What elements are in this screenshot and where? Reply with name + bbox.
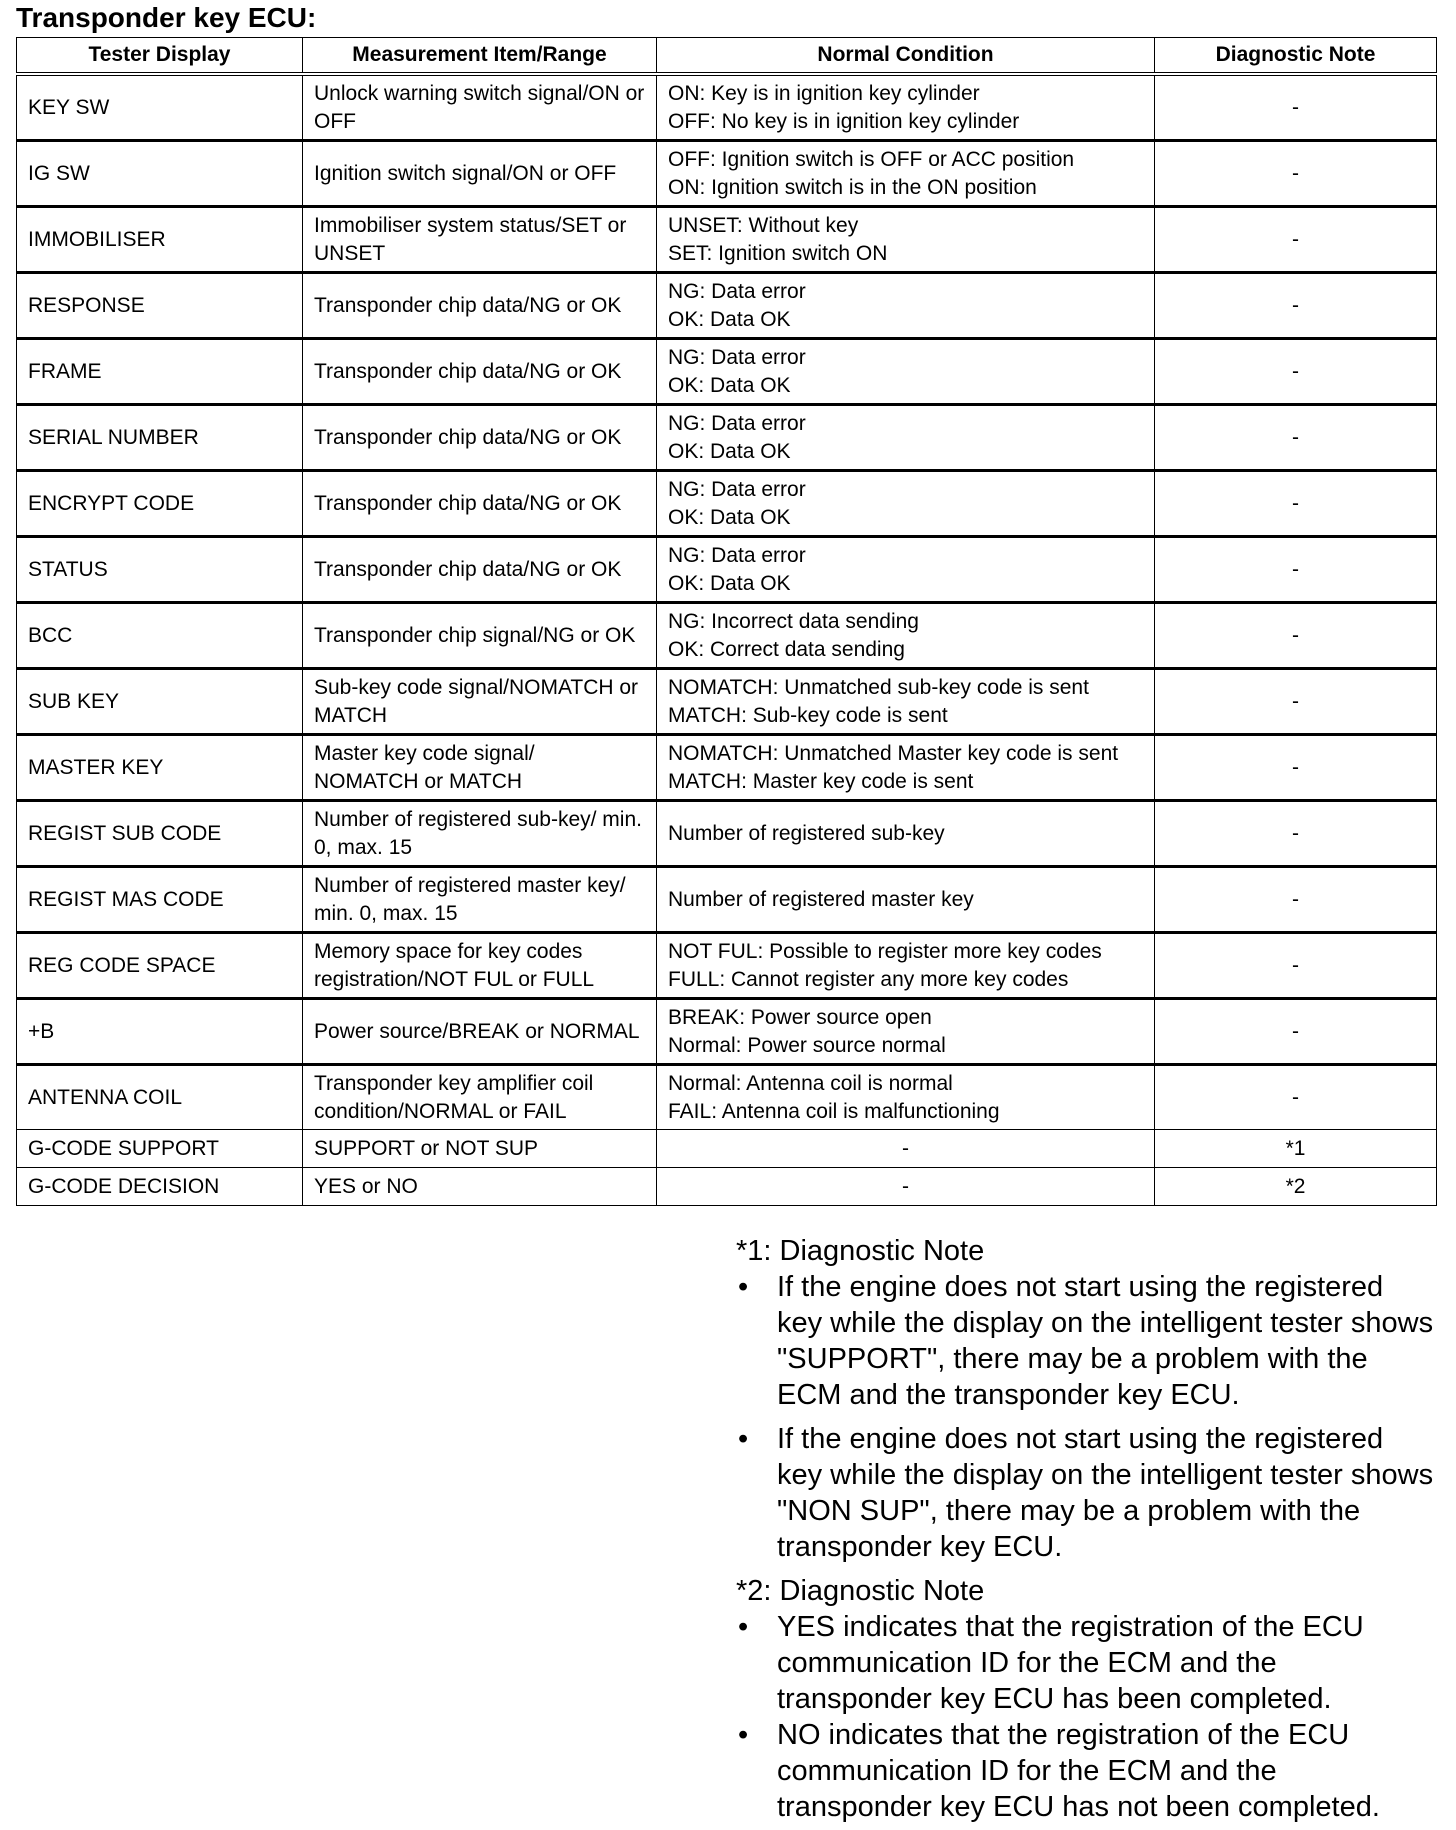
diagnostic-note-cell: *2 — [1155, 1168, 1437, 1206]
tester-display-cell: G-CODE DECISION — [17, 1168, 303, 1206]
tester-display-cell: SUB KEY — [17, 669, 303, 735]
measurement-item-cell: Transponder chip signal/NG or OK — [303, 603, 657, 669]
condition-line: NG: Data error — [668, 477, 806, 501]
table-row — [17, 273, 1437, 339]
header-diagnostic-note: Diagnostic Note — [1155, 38, 1437, 75]
tester-display-cell: STATUS — [17, 537, 303, 603]
note-1-list — [736, 1269, 1436, 1565]
condition-line: NG: Data error — [668, 279, 806, 303]
diagnostic-notes — [736, 1233, 1436, 1825]
diagnostic-note-cell: - — [1155, 801, 1437, 867]
condition-line: Number of registered master key — [668, 887, 974, 911]
tester-display-cell: KEY SW — [17, 74, 303, 141]
diagnostic-note-cell: - — [1155, 273, 1437, 339]
diagnostic-note-cell: - — [1155, 933, 1437, 999]
normal-condition-cell — [657, 471, 1155, 537]
condition-line: OK: Data OK — [668, 307, 791, 331]
tester-display-cell: RESPONSE — [17, 273, 303, 339]
table-row — [17, 537, 1437, 603]
condition-line: MATCH: Sub-key code is sent — [668, 703, 948, 727]
condition-line: NG: Data error — [668, 543, 806, 567]
measurement-item-cell: Number of registered sub-key/ min. 0, max. 15 — [303, 801, 657, 867]
tester-display-cell: IMMOBILISER — [17, 207, 303, 273]
condition-line: OFF: Ignition switch is OFF or ACC position — [668, 147, 1075, 171]
measurement-item-cell: YES or NO — [303, 1168, 657, 1206]
table-header-row — [17, 38, 1437, 75]
normal-condition-cell: - — [657, 1130, 1155, 1168]
condition-line: FAIL: Antenna coil is malfunctioning — [668, 1099, 1000, 1123]
measurement-item-cell: Transponder chip data/NG or OK — [303, 537, 657, 603]
diagnostic-note-cell: - — [1155, 405, 1437, 471]
note-1-heading: *1: Diagnostic Note — [736, 1235, 985, 1267]
table-row — [17, 999, 1437, 1065]
diagnostic-note-cell: - — [1155, 735, 1437, 801]
condition-line: MATCH: Master key code is sent — [668, 769, 974, 793]
diagnostic-note-cell: - — [1155, 471, 1437, 537]
table-row — [17, 471, 1437, 537]
condition-line: FULL: Cannot register any more key codes — [668, 967, 1069, 991]
measurement-item-cell: Power source/BREAK or NORMAL — [303, 999, 657, 1065]
table-row — [17, 735, 1437, 801]
condition-line: SET: Ignition switch ON — [668, 241, 888, 265]
header-measurement-item: Measurement Item/Range — [303, 38, 657, 75]
normal-condition-cell — [657, 867, 1155, 933]
condition-line: NG: Data error — [668, 411, 806, 435]
normal-condition-cell — [657, 603, 1155, 669]
normal-condition-cell — [657, 1065, 1155, 1130]
note-1-bullet: • If the engine does not start using the registered key while the display on the intelligent tester shows "SUPPORT", there may be a problem with the ECM and the transponder key ECU. — [736, 1269, 1436, 1413]
condition-line: NOMATCH: Unmatched Master key code is sent — [668, 741, 1119, 765]
diagnostic-note-cell: - — [1155, 999, 1437, 1065]
measurement-item-cell: Transponder chip data/NG or OK — [303, 273, 657, 339]
condition-line: OK: Correct data sending — [668, 637, 905, 661]
transponder-key-ecu-table — [16, 37, 1437, 1206]
condition-line: NG: Incorrect data sending — [668, 609, 919, 633]
note-2-bullet: • NO indicates that the registration of the ECU communication ID for the ECM and the transponder key ECU has not been completed. — [736, 1717, 1436, 1825]
table-row — [17, 933, 1437, 999]
table-row — [17, 405, 1437, 471]
normal-condition-cell — [657, 273, 1155, 339]
normal-condition-cell — [657, 207, 1155, 273]
condition-line: OK: Data OK — [668, 571, 791, 595]
tester-display-cell: IG SW — [17, 141, 303, 207]
condition-line: OFF: No key is in ignition key cylinder — [668, 109, 1020, 133]
condition-line: ON: Key is in ignition key cylinder — [668, 81, 980, 105]
measurement-item-cell: Memory space for key codes registration/NOT FUL or FULL — [303, 933, 657, 999]
table-row — [17, 1065, 1437, 1130]
condition-line: NG: Data error — [668, 345, 806, 369]
page-title: Transponder key ECU: — [16, 2, 317, 33]
diagnostic-note-cell: - — [1155, 1065, 1437, 1130]
measurement-item-cell: Transponder chip data/NG or OK — [303, 405, 657, 471]
normal-condition-cell — [657, 339, 1155, 405]
header-tester-display: Tester Display — [17, 38, 303, 75]
tester-display-cell: MASTER KEY — [17, 735, 303, 801]
note-1-bullet: • If the engine does not start using the registered key while the display on the intelligent tester shows "NON SUP", there may be a problem with the transponder key ECU. — [736, 1421, 1436, 1565]
condition-line: Number of registered sub-key — [668, 821, 945, 845]
diagnostic-note-cell: - — [1155, 207, 1437, 273]
table-row — [17, 74, 1437, 141]
diagnostic-note-cell: - — [1155, 867, 1437, 933]
diagnostic-note-cell: *1 — [1155, 1130, 1437, 1168]
condition-line: Normal: Antenna coil is normal — [668, 1071, 953, 1095]
tester-display-cell: ENCRYPT CODE — [17, 471, 303, 537]
diagnostic-note-cell: - — [1155, 141, 1437, 207]
normal-condition-cell — [657, 999, 1155, 1065]
tester-display-cell: REGIST MAS CODE — [17, 867, 303, 933]
normal-condition-cell — [657, 537, 1155, 603]
tester-display-cell: BCC — [17, 603, 303, 669]
normal-condition-cell — [657, 801, 1155, 867]
condition-line: ON: Ignition switch is in the ON position — [668, 175, 1037, 199]
tester-display-cell: ANTENNA COIL — [17, 1065, 303, 1130]
note-2-bullet: • YES indicates that the registration of the ECU communication ID for the ECM and the transponder key ECU has been completed. — [736, 1609, 1436, 1717]
note-2-list — [736, 1609, 1436, 1825]
measurement-item-cell: Sub-key code signal/NOMATCH or MATCH — [303, 669, 657, 735]
condition-line: OK: Data OK — [668, 439, 791, 463]
tester-display-cell: +B — [17, 999, 303, 1065]
diagnostic-note-cell: - — [1155, 537, 1437, 603]
diagnostic-note-cell: - — [1155, 74, 1437, 141]
condition-line: OK: Data OK — [668, 373, 791, 397]
condition-line: BREAK: Power source open — [668, 1005, 932, 1029]
normal-condition-cell — [657, 141, 1155, 207]
diagnostic-note-cell: - — [1155, 339, 1437, 405]
condition-line: Normal: Power source normal — [668, 1033, 946, 1057]
measurement-item-cell: Transponder chip data/NG or OK — [303, 471, 657, 537]
condition-line: OK: Data OK — [668, 505, 791, 529]
measurement-item-cell: SUPPORT or NOT SUP — [303, 1130, 657, 1168]
normal-condition-cell — [657, 405, 1155, 471]
table-row — [17, 1130, 1437, 1168]
condition-line: NOMATCH: Unmatched sub-key code is sent — [668, 675, 1089, 699]
measurement-item-cell: Transponder key amplifier coil condition/NORMAL or FAIL — [303, 1065, 657, 1130]
normal-condition-cell — [657, 933, 1155, 999]
measurement-item-cell: Master key code signal/ NOMATCH or MATCH — [303, 735, 657, 801]
normal-condition-cell: - — [657, 1168, 1155, 1206]
table-row — [17, 339, 1437, 405]
measurement-item-cell: Immobiliser system status/SET or UNSET — [303, 207, 657, 273]
diagnostic-note-cell: - — [1155, 669, 1437, 735]
table-row — [17, 603, 1437, 669]
note-2-heading: *2: Diagnostic Note — [736, 1575, 985, 1607]
table-row — [17, 141, 1437, 207]
tester-display-cell: G-CODE SUPPORT — [17, 1130, 303, 1168]
condition-line: UNSET: Without key — [668, 213, 859, 237]
table-row — [17, 669, 1437, 735]
tester-display-cell: SERIAL NUMBER — [17, 405, 303, 471]
table-row — [17, 801, 1437, 867]
table-row — [17, 867, 1437, 933]
tester-display-cell: REGIST SUB CODE — [17, 801, 303, 867]
measurement-item-cell: Transponder chip data/NG or OK — [303, 339, 657, 405]
table-row — [17, 1168, 1437, 1206]
normal-condition-cell — [657, 669, 1155, 735]
condition-line: NOT FUL: Possible to register more key codes — [668, 939, 1102, 963]
normal-condition-cell — [657, 735, 1155, 801]
table-row — [17, 207, 1437, 273]
header-normal-condition: Normal Condition — [657, 38, 1155, 75]
diagnostic-note-cell: - — [1155, 603, 1437, 669]
measurement-item-cell: Number of registered master key/ min. 0, max. 15 — [303, 867, 657, 933]
tester-display-cell: REG CODE SPACE — [17, 933, 303, 999]
tester-display-cell: FRAME — [17, 339, 303, 405]
measurement-item-cell: Unlock warning switch signal/ON or OFF — [303, 74, 657, 141]
normal-condition-cell — [657, 74, 1155, 141]
measurement-item-cell: Ignition switch signal/ON or OFF — [303, 141, 657, 207]
